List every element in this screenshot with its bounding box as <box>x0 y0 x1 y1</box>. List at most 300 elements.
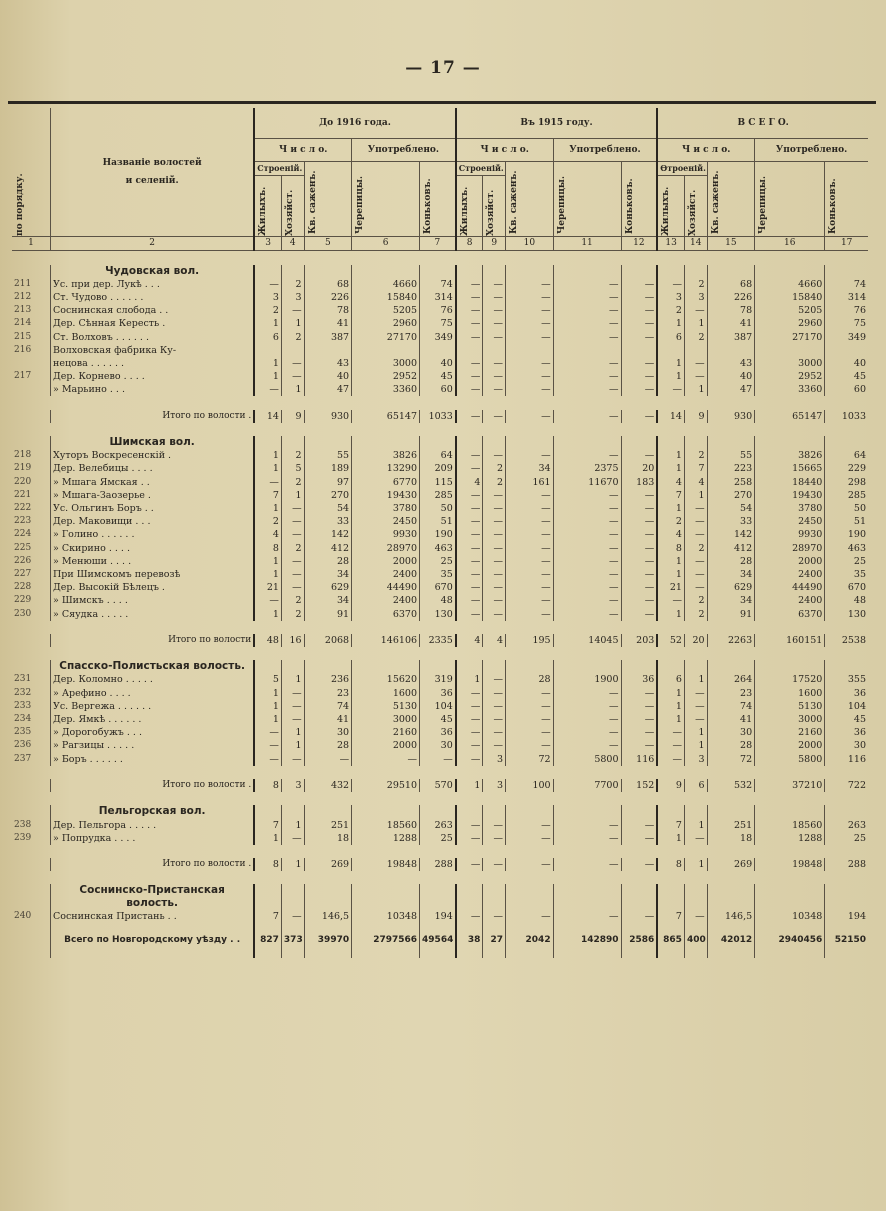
value-cell: 45 <box>825 370 868 383</box>
value-cell: 412 <box>707 542 755 555</box>
settlement-name: Ус. Вергежа . . . . . . <box>50 700 254 713</box>
value-cell: — <box>420 753 456 766</box>
value-cell: — <box>621 818 657 831</box>
value-cell: 5800 <box>553 753 621 766</box>
column-number: 1 <box>12 237 50 251</box>
value-cell: 7 <box>254 910 281 923</box>
value-cell: — <box>483 331 506 344</box>
value-cell: 13290 <box>352 462 420 475</box>
value-cell: 2000 <box>755 555 825 568</box>
value-cell: 1 <box>684 818 707 831</box>
row-number: 212 <box>14 292 32 303</box>
empty-cell <box>825 660 868 673</box>
buildings-header-2: Строеній. <box>456 162 506 176</box>
empty-cell <box>684 660 707 673</box>
section-row <box>12 884 868 910</box>
row-number: 236 <box>14 740 32 751</box>
empty-cell <box>755 265 825 278</box>
value-cell: — <box>456 449 483 462</box>
value-cell: 14045 <box>553 634 621 647</box>
value-cell: — <box>456 568 483 581</box>
value-cell: — <box>456 410 483 423</box>
empty-cell <box>707 884 755 910</box>
value-cell: 97 <box>304 476 352 489</box>
value-cell: 40 <box>707 370 755 383</box>
value-cell: 28 <box>506 673 554 686</box>
empty-cell <box>420 436 456 449</box>
empty-cell <box>707 265 755 278</box>
used-header-1: Употреблено. <box>352 139 456 162</box>
value-cell: 19430 <box>755 489 825 502</box>
empty-cell <box>304 660 352 673</box>
value-cell: 7700 <box>553 779 621 792</box>
top-rule <box>8 101 876 104</box>
settlement-name: Хуторъ Воскресенскій . <box>50 449 254 462</box>
value-cell: 2400 <box>352 594 420 607</box>
spacer-row <box>12 251 868 265</box>
value-cell: — <box>506 739 554 752</box>
value-cell: 20 <box>684 634 707 647</box>
value-cell: 288 <box>825 858 868 871</box>
value-cell: 269 <box>707 858 755 871</box>
value-cell: 48 <box>254 634 281 647</box>
value-cell: — <box>621 581 657 594</box>
group-before-header: До 1916 года. <box>254 108 455 139</box>
value-cell: 2 <box>657 304 684 317</box>
value-cell: 3 <box>483 779 506 792</box>
value-cell: 36 <box>825 687 868 700</box>
value-cell: — <box>553 502 621 515</box>
value-cell: 1 <box>254 700 281 713</box>
value-cell <box>553 344 621 357</box>
value-cell: 1 <box>657 700 684 713</box>
sq-header-2: Кв. саженъ. <box>506 162 554 237</box>
empty-cell <box>553 436 621 449</box>
value-cell: — <box>657 594 684 607</box>
empty-cell <box>456 805 483 818</box>
value-cell: — <box>621 449 657 462</box>
value-cell: 190 <box>825 528 868 541</box>
value-cell: 100 <box>506 779 554 792</box>
row-number: 217 <box>14 371 32 382</box>
value-cell: 1 <box>281 739 304 752</box>
row-number: 239 <box>14 832 32 843</box>
value-cell: 5800 <box>755 753 825 766</box>
value-cell: 15840 <box>755 291 825 304</box>
value-cell: 2940456 <box>755 924 825 958</box>
value-cell <box>483 344 506 357</box>
value-cell: 6 <box>657 331 684 344</box>
value-cell: — <box>553 278 621 291</box>
value-cell: — <box>684 555 707 568</box>
value-cell: 23 <box>707 687 755 700</box>
table-header <box>12 108 868 237</box>
row-number: 214 <box>14 318 32 329</box>
settlement-name: » Попрудка . . . . <box>50 832 254 845</box>
value-cell: 27170 <box>755 331 825 344</box>
value-cell: — <box>456 700 483 713</box>
value-cell: 36 <box>420 726 456 739</box>
column-number: 5 <box>304 237 352 251</box>
value-cell: — <box>684 528 707 541</box>
value-cell: — <box>621 317 657 330</box>
value-cell: 55 <box>707 449 755 462</box>
value-cell: 570 <box>420 779 456 792</box>
value-cell: 1288 <box>755 832 825 845</box>
empty-cell <box>483 660 506 673</box>
value-cell: 40 <box>420 357 456 370</box>
value-cell: 54 <box>304 502 352 515</box>
group-in-header: Въ 1915 году. <box>456 108 658 139</box>
value-cell: 130 <box>420 607 456 620</box>
value-cell: — <box>506 594 554 607</box>
value-cell: — <box>506 818 554 831</box>
value-cell: — <box>553 383 621 396</box>
spacer-row <box>12 423 868 436</box>
tiles-header-1: Черепицы. <box>352 162 420 237</box>
value-cell: 2960 <box>352 317 420 330</box>
value-cell: 42012 <box>707 924 755 958</box>
sq-header-1: Кв. саженъ. <box>304 162 352 237</box>
value-cell: — <box>621 542 657 555</box>
value-cell: 130 <box>825 607 868 620</box>
value-cell: — <box>456 687 483 700</box>
row-number: 226 <box>14 555 32 566</box>
value-cell: — <box>483 713 506 726</box>
value-cell: 1 <box>657 370 684 383</box>
statistics-table <box>12 108 868 958</box>
value-cell: — <box>621 489 657 502</box>
section-title: Пельгорская вол. <box>50 805 254 818</box>
section-gutter <box>12 805 50 818</box>
value-cell: — <box>483 449 506 462</box>
value-cell: — <box>621 304 657 317</box>
value-cell: 1 <box>254 462 281 475</box>
value-cell: 40 <box>304 370 352 383</box>
empty-cell <box>304 805 352 818</box>
value-cell: 28 <box>304 555 352 568</box>
value-cell: 3 <box>684 291 707 304</box>
value-cell: 1 <box>254 502 281 515</box>
value-cell: 3 <box>281 779 304 792</box>
settlement-name: При Шимскомъ перевозѣ <box>50 568 254 581</box>
value-cell: 142890 <box>553 924 621 958</box>
column-number: 12 <box>621 237 657 251</box>
value-cell: 2000 <box>352 739 420 752</box>
value-cell: 30 <box>304 726 352 739</box>
value-cell: 25 <box>420 555 456 568</box>
value-cell: 10348 <box>755 910 825 923</box>
value-cell: 9 <box>281 410 304 423</box>
value-cell: 2960 <box>755 317 825 330</box>
value-cell: — <box>456 594 483 607</box>
value-cell: — <box>621 555 657 568</box>
value-cell <box>707 344 755 357</box>
value-cell: 865 <box>657 924 684 958</box>
value-cell: 74 <box>825 278 868 291</box>
value-cell: 412 <box>304 542 352 555</box>
table-row <box>12 673 868 686</box>
value-cell: 4 <box>483 634 506 647</box>
value-cell: 33 <box>707 515 755 528</box>
value-cell: 6770 <box>352 476 420 489</box>
value-cell: 387 <box>707 331 755 344</box>
value-cell: 190 <box>420 528 456 541</box>
value-cell: 142 <box>304 528 352 541</box>
empty-cell <box>506 884 554 910</box>
value-cell: — <box>506 555 554 568</box>
value-cell: 1 <box>684 383 707 396</box>
row-number: 237 <box>14 753 32 764</box>
value-cell: 1 <box>281 489 304 502</box>
row-number: 224 <box>14 529 32 540</box>
row-number <box>12 410 50 423</box>
value-cell: 2375 <box>553 462 621 475</box>
empty-cell <box>825 884 868 910</box>
value-cell: — <box>456 291 483 304</box>
value-cell: 30 <box>420 739 456 752</box>
count-header-2: Ч и с л о. <box>456 139 553 162</box>
side-label: по порядку. <box>15 173 25 237</box>
empty-cell <box>825 436 868 449</box>
empty-cell <box>657 660 684 673</box>
section-gutter <box>12 660 50 673</box>
empty-cell <box>707 436 755 449</box>
value-cell: — <box>506 832 554 845</box>
table-row <box>12 581 868 594</box>
value-cell: — <box>621 410 657 423</box>
value-cell: 48 <box>420 594 456 607</box>
table-row <box>12 753 868 766</box>
value-cell: — <box>483 410 506 423</box>
value-cell: 28 <box>304 739 352 752</box>
empty-cell <box>553 884 621 910</box>
value-cell: 2 <box>281 278 304 291</box>
group-total-header: В С Е Г О. <box>657 108 868 139</box>
row-number-header <box>12 108 50 237</box>
value-cell: 5 <box>281 462 304 475</box>
value-cell: 2 <box>684 449 707 462</box>
table-row <box>12 278 868 291</box>
column-number: 13 <box>657 237 684 251</box>
value-cell: 3360 <box>755 383 825 396</box>
value-cell: 209 <box>420 462 456 475</box>
value-cell: 194 <box>420 910 456 923</box>
column-number: 7 <box>420 237 456 251</box>
spacer-cell <box>12 647 868 660</box>
settlement-name: » Сяудка . . . . . <box>50 607 254 620</box>
value-cell: 36 <box>420 687 456 700</box>
value-cell: 47 <box>707 383 755 396</box>
value-cell: — <box>553 555 621 568</box>
value-cell: 1 <box>657 462 684 475</box>
empty-cell <box>281 884 304 910</box>
value-cell: — <box>483 673 506 686</box>
value-cell: 1 <box>657 449 684 462</box>
value-cell: 7 <box>254 818 281 831</box>
value-cell: — <box>506 726 554 739</box>
total-label: Итого по волости <box>50 634 254 647</box>
value-cell: 629 <box>707 581 755 594</box>
value-cell: 827 <box>254 924 281 958</box>
value-cell: 8 <box>254 542 281 555</box>
value-cell: — <box>621 383 657 396</box>
value-cell <box>755 344 825 357</box>
value-cell: — <box>506 528 554 541</box>
value-cell: — <box>553 542 621 555</box>
value-cell: 45 <box>420 370 456 383</box>
value-cell: 146,5 <box>304 910 352 923</box>
empty-cell <box>352 884 420 910</box>
value-cell: 27170 <box>352 331 420 344</box>
table-row <box>12 476 868 489</box>
column-number: 15 <box>707 237 755 251</box>
value-cell: 25 <box>825 832 868 845</box>
value-cell: 2 <box>483 462 506 475</box>
value-cell: 269 <box>304 858 352 871</box>
value-cell: 264 <box>707 673 755 686</box>
value-cell: 373 <box>281 924 304 958</box>
value-cell: 1 <box>281 726 304 739</box>
value-cell: — <box>553 331 621 344</box>
name-label-2: и селеній. <box>125 176 179 187</box>
tiles-header-2: Черепицы. <box>553 162 621 237</box>
value-cell: — <box>456 502 483 515</box>
value-cell: — <box>506 687 554 700</box>
settlement-name: Соснинская Пристань . . <box>50 910 254 923</box>
value-cell: 2160 <box>352 726 420 739</box>
value-cell: — <box>483 370 506 383</box>
row-number: 218 <box>14 450 32 461</box>
value-cell: — <box>483 502 506 515</box>
row-number: 213 <box>14 305 32 316</box>
value-cell: 314 <box>825 291 868 304</box>
value-cell: 41 <box>707 317 755 330</box>
value-cell: 21 <box>254 581 281 594</box>
value-cell: 226 <box>304 291 352 304</box>
value-cell: 18440 <box>755 476 825 489</box>
empty-cell <box>506 436 554 449</box>
row-number: 240 <box>14 911 32 922</box>
farm-header-3: Хозяйст. <box>684 176 707 237</box>
value-cell: — <box>684 713 707 726</box>
value-cell: — <box>506 700 554 713</box>
column-number: 9 <box>483 237 506 251</box>
value-cell: — <box>456 555 483 568</box>
value-cell: — <box>506 910 554 923</box>
value-cell: 463 <box>825 542 868 555</box>
buildings-header-3: Өтроеній. <box>657 162 707 176</box>
empty-cell <box>657 265 684 278</box>
value-cell: — <box>483 687 506 700</box>
spacer-row <box>12 871 868 884</box>
value-cell: — <box>684 700 707 713</box>
column-numbers-row <box>12 237 868 251</box>
value-cell: 226 <box>707 291 755 304</box>
value-cell: 629 <box>304 581 352 594</box>
value-cell: 39970 <box>304 924 352 958</box>
value-cell: 48 <box>825 594 868 607</box>
farm-header-2: Хозяйст. <box>483 176 506 237</box>
value-cell: 387 <box>304 331 352 344</box>
value-cell: 1 <box>254 607 281 620</box>
value-cell: 8 <box>657 542 684 555</box>
value-cell: 43 <box>304 357 352 370</box>
value-cell: — <box>553 515 621 528</box>
value-cell: 64 <box>825 449 868 462</box>
value-cell: — <box>483 910 506 923</box>
empty-cell <box>621 884 657 910</box>
value-cell: 1 <box>254 568 281 581</box>
settlement-name: Соснинская слобода . . <box>50 304 254 317</box>
value-cell: — <box>553 818 621 831</box>
value-cell: 4660 <box>352 278 420 291</box>
value-cell: — <box>621 726 657 739</box>
value-cell: — <box>553 568 621 581</box>
value-cell: 60 <box>825 383 868 396</box>
table-row <box>12 568 868 581</box>
value-cell: 2952 <box>755 370 825 383</box>
spacer-cell <box>12 845 868 858</box>
value-cell: — <box>483 607 506 620</box>
value-cell: 263 <box>420 818 456 831</box>
table-row <box>12 502 868 515</box>
value-cell: 1 <box>281 673 304 686</box>
value-cell: 6 <box>684 779 707 792</box>
value-cell: 54 <box>707 502 755 515</box>
value-cell: 68 <box>707 278 755 291</box>
value-cell: 68 <box>304 278 352 291</box>
value-cell: 2797566 <box>352 924 420 958</box>
name-header <box>50 108 254 237</box>
value-cell: — <box>506 410 554 423</box>
value-cell: — <box>657 726 684 739</box>
row-number: 220 <box>14 476 32 487</box>
settlement-name: » Голино . . . . . . <box>50 528 254 541</box>
section-row <box>12 436 868 449</box>
value-cell: — <box>483 739 506 752</box>
value-cell: 64 <box>420 449 456 462</box>
empty-cell <box>621 660 657 673</box>
value-cell: 2160 <box>755 726 825 739</box>
value-cell: 2042 <box>506 924 554 958</box>
spacer-cell <box>12 621 868 634</box>
row-number: 229 <box>14 595 32 606</box>
settlement-name: » Рагзицы . . . . . <box>50 739 254 752</box>
value-cell: — <box>281 357 304 370</box>
value-cell: 104 <box>825 700 868 713</box>
value-cell: — <box>483 832 506 845</box>
value-cell: 38 <box>456 924 483 958</box>
spacer-row <box>12 792 868 805</box>
value-cell: — <box>553 726 621 739</box>
value-cell <box>254 344 281 357</box>
value-cell: — <box>553 858 621 871</box>
value-cell: — <box>281 713 304 726</box>
value-cell: 78 <box>707 304 755 317</box>
value-cell: 75 <box>420 317 456 330</box>
value-cell: 28 <box>707 555 755 568</box>
empty-cell <box>420 660 456 673</box>
value-cell <box>657 344 684 357</box>
value-cell: 104 <box>420 700 456 713</box>
value-cell <box>281 344 304 357</box>
empty-cell <box>254 265 281 278</box>
value-cell: — <box>456 515 483 528</box>
value-cell: — <box>456 858 483 871</box>
empty-cell <box>254 884 281 910</box>
empty-cell <box>456 265 483 278</box>
